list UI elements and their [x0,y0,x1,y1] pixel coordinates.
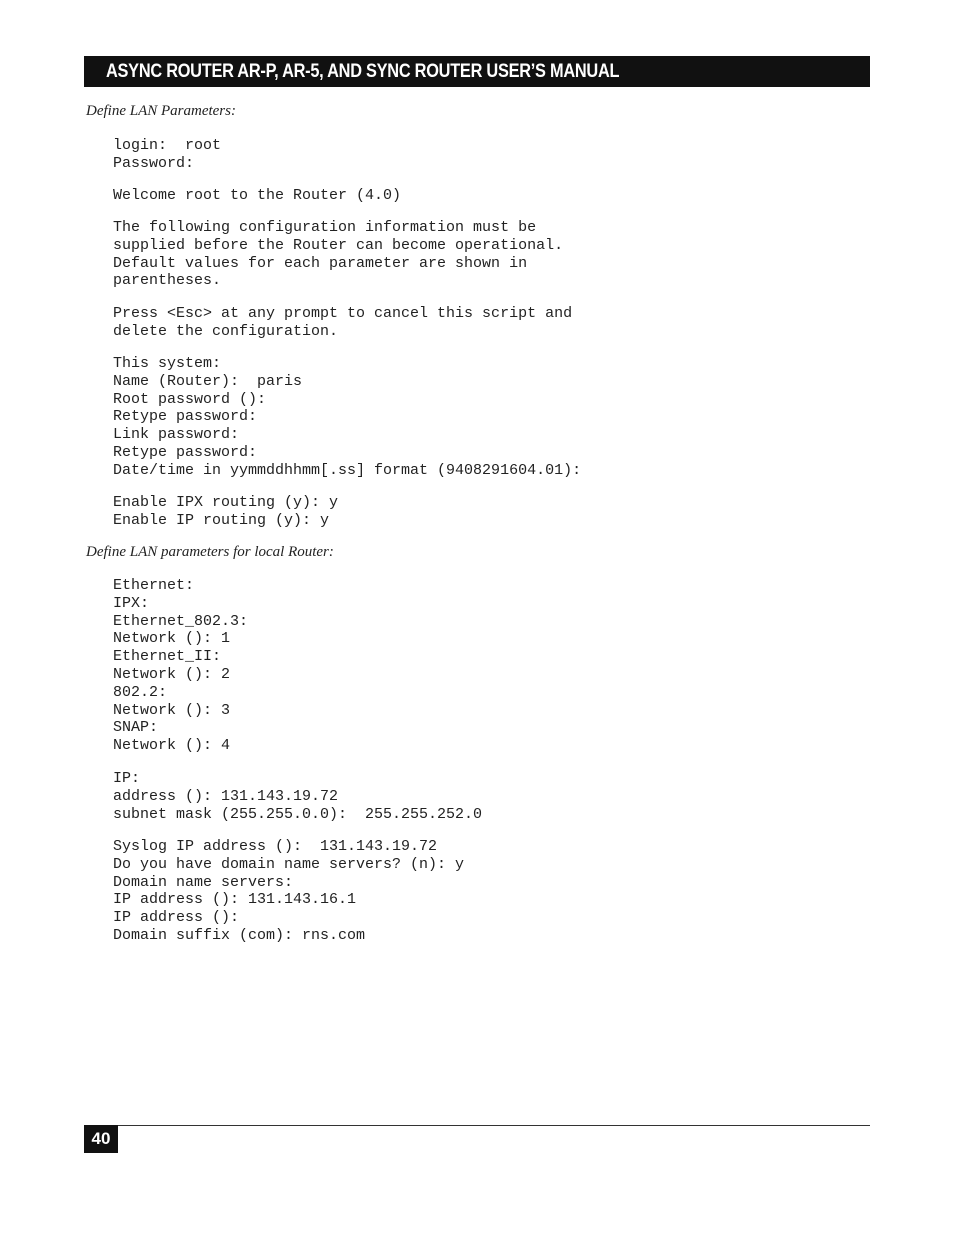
terminal-line: IP: [113,770,141,787]
header-bar [84,56,870,87]
terminal-line: subnet mask (255.255.0.0): 255.255.252.0 [113,805,483,823]
info-block [113,219,563,290]
terminal-line: Network (): 2 [113,665,231,683]
terminal-line: Retype password: [113,443,258,461]
terminal-line: address (): 131.143.19.72 [113,787,339,805]
terminal-line: Network (): 1 [113,630,231,648]
terminal-line: Link password: [113,426,240,444]
terminal-line: Welcome root to the Router (4.0) [113,187,402,204]
terminal-line: SNAP: [113,719,159,737]
caption-define-lan-local: Define LAN parameters for local Router: [86,544,334,560]
terminal-line: supplied before the Router can become operational. [113,236,564,254]
terminal-line: Domain suffix (com): rns.com [113,926,366,944]
page-number: 40 [91,1129,111,1148]
terminal-line: Retype password: [113,408,258,426]
terminal-line: delete the configuration. [113,322,339,340]
terminal-line: Network (): 4 [113,737,231,755]
footer-divider [84,1125,870,1126]
terminal-line: Password: [113,154,195,172]
terminal-line: Enable IPX routing (y): y [113,494,339,511]
terminal-line: The following configuration information must be [113,219,537,236]
terminal-line: Enable IP routing (y): y [113,511,330,529]
page-number-badge [84,1125,118,1153]
terminal-line: parentheses. [113,272,222,290]
terminal-line: This system: [113,355,222,372]
terminal-line: IPX: [113,594,150,612]
ip-block [113,770,482,823]
terminal-line: Domain name servers: [113,873,294,891]
terminal-line: Root password (): [113,390,267,408]
system-block [113,355,581,480]
terminal-line: login: root [113,137,222,154]
terminal-line: IP address (): [113,909,240,927]
terminal-line: 802.2: [113,683,168,701]
dns-block [113,838,464,945]
login-block [113,137,221,173]
terminal-line: Default values for each parameter are shown in [113,254,528,272]
terminal-line: IP address (): 131.143.16.1 [113,891,357,909]
esc-block [113,305,572,341]
routing-block [113,494,338,530]
terminal-line: Ethernet_II: [113,648,222,666]
terminal-line: Ethernet: [113,577,195,594]
terminal-line: Ethernet_802.3: [113,612,249,630]
terminal-line: Press <Esc> at any prompt to cancel this script and [113,305,573,322]
ipx-block [113,577,248,755]
manual-title: ASYNC ROUTER AR-P, AR-5, AND SYNC ROUTER USER’S MANUAL [106,61,620,82]
terminal-line: Date/time in yymmddhhmm[.ss] format (9408291604.01): [113,461,582,479]
terminal-line: Network (): 3 [113,701,231,719]
terminal-line: Name (Router): paris [113,372,303,390]
terminal-line: Do you have domain name servers? (n): y [113,855,465,873]
terminal-line: Syslog IP address (): 131.143.19.72 [113,838,438,855]
caption-define-lan: Define LAN Parameters: [86,103,236,119]
welcome-block [113,187,401,205]
